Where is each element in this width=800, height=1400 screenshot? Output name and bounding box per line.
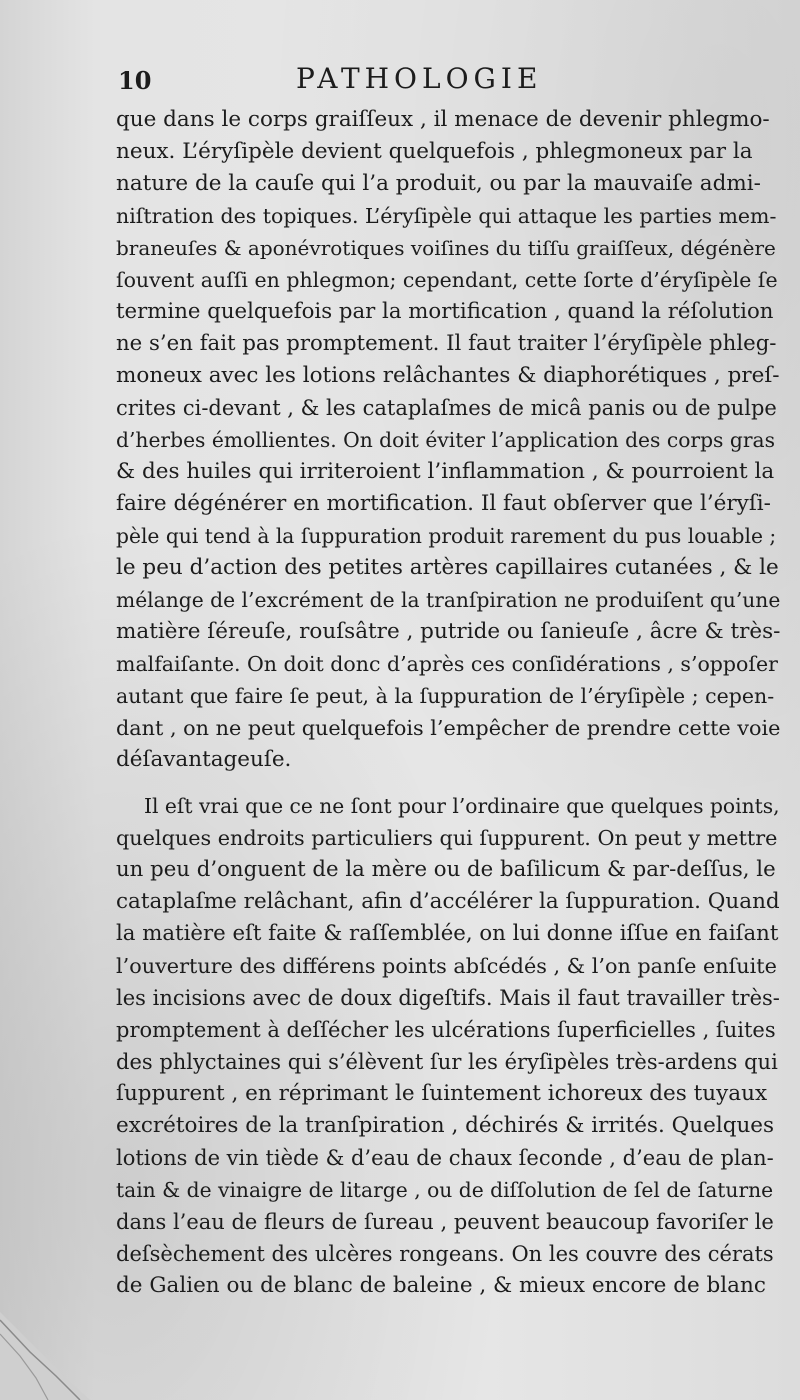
text-line: dant , on ne peut quelquefois l’empêcher de prendre cette voie bbox=[116, 716, 780, 740]
text-line: que dans le corps graiſſeux , il menace de devenir phlegmo- bbox=[116, 107, 770, 132]
text-line: neux. L’éryſipèle devient quelquefois , phlegmoneux par la bbox=[116, 139, 753, 164]
text-line: lotions de vin tiède & d’eau de chaux ſeconde , d’eau de plan- bbox=[116, 1146, 774, 1170]
text-line: le peu d’action des petites artères capillaires cutanées , & le bbox=[116, 555, 779, 580]
text-line: quelques endroits particuliers qui ſuppurent. On peut y mettre bbox=[116, 826, 778, 850]
paragraph-2 bbox=[116, 790, 780, 1302]
text-line: la matière eſt faite & raſſemblée, on lui donne iſſue en faiſant bbox=[116, 921, 779, 946]
page-number: 10 bbox=[118, 66, 152, 95]
text-line: dans l’eau de fleurs de ſureau , peuvent beaucoup favoriſer le bbox=[116, 1210, 774, 1234]
body-text bbox=[116, 104, 780, 1302]
text-line: Il eſt vrai que ce ne ſont pour l’ordinaire que quelques points, bbox=[144, 794, 780, 818]
text-line: & des huiles qui irriteroient l’inflammation , & pourroient la bbox=[116, 459, 775, 484]
running-head: PATHOLOGIE bbox=[296, 62, 543, 95]
paragraph-gap bbox=[116, 776, 780, 790]
text-line: termine quelquefois par la mortification , quand la réſolution bbox=[116, 299, 774, 324]
text-line: ne s’en fait pas promptement. Il faut traiter l’éryſipèle phleg- bbox=[116, 331, 777, 356]
text-line: faire dégénérer en mortification. Il faut obſerver que l’éryſi- bbox=[116, 491, 771, 516]
text-line: l’ouverture des différens points abſcédés , & l’on panſe enſuite bbox=[116, 954, 777, 978]
text-line: moneux avec les lotions relâchantes & diaphorétiques , preſ- bbox=[116, 363, 780, 388]
text-line: niſtration des topiques. L’éryſipèle qui attaque les parties mem- bbox=[116, 204, 777, 228]
text-line: ſuppurent , en réprimant le ſuintement ichoreux des tuyaux bbox=[116, 1081, 768, 1106]
paragraph-1 bbox=[116, 104, 780, 776]
text-line: deſsèchement des ulcères rongeans. On les couvre des cérats bbox=[116, 1242, 774, 1266]
text-line: ſouvent auſſi en phlegmon; cependant, cette ſorte d’éryſipèle ſe bbox=[116, 268, 778, 292]
text-line: déſavantageuſe. bbox=[116, 747, 292, 772]
text-line: d’herbes émollientes. On doit éviter l’application des corps gras bbox=[116, 428, 775, 452]
folded-corner-shadow bbox=[0, 1312, 90, 1400]
text-line: promptement à deſſécher les ulcérations ſuperficielles , ſuites bbox=[116, 1018, 776, 1042]
text-line: tain & de vinaigre de litarge , ou de diſſolution de ſel de ſaturne bbox=[116, 1178, 774, 1202]
page-header bbox=[118, 62, 788, 98]
text-line: malfaiſante. On doit donc d’après ces conſidérations , s’oppoſer bbox=[116, 652, 778, 676]
text-line: des phlyctaines qui s’élèvent ſur les éryſipèles très-ardens qui bbox=[116, 1050, 778, 1074]
text-line: cataplaſme relâchant, afin d’accélérer la ſuppuration. Quand bbox=[116, 889, 780, 914]
text-line: nature de la cauſe qui l’a produit, ou par la mauvaiſe admi- bbox=[116, 171, 761, 196]
text-line: matière ſéreuſe, rouſsâtre , putride ou ſanieuſe , âcre & très- bbox=[116, 619, 780, 644]
text-line: crites ci-devant , & les cataplaſmes de micâ panis ou de pulpe bbox=[116, 396, 777, 420]
text-line: autant que faire ſe peut, à la ſuppuration de l’éryſipèle ; cepen- bbox=[116, 684, 775, 708]
text-line: braneuſes & aponévrotiques voiſines du tiſſu graiſſeux, dégénère bbox=[116, 236, 776, 260]
text-line: de Galien ou de blanc de baleine , & mieux encore de blanc bbox=[116, 1273, 766, 1298]
text-line: les incisions avec de doux digeſtifs. Mais il faut travailler très- bbox=[116, 986, 780, 1010]
text-line: excrétoires de la tranſpiration , déchirés & irrités. Quelques bbox=[116, 1113, 775, 1138]
text-line: mélange de l’excrément de la tranſpiration ne produiſent qu’une bbox=[116, 588, 780, 612]
text-line: pèle qui tend à la ſuppuration produit rarement du pus louable ; bbox=[116, 524, 777, 548]
text-line: un peu d’onguent de la mère ou de baſilicum & par-deſſus, le bbox=[116, 857, 776, 882]
